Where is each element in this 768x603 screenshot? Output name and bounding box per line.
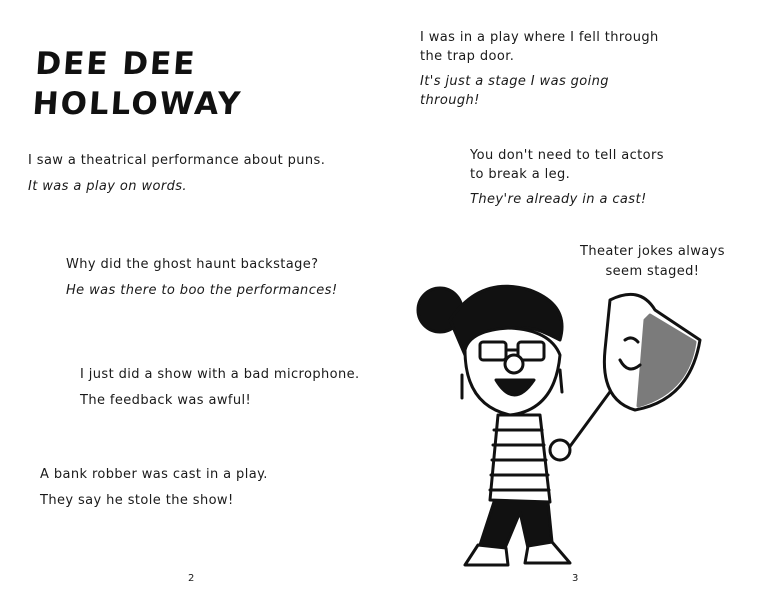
speech-text <box>580 242 725 282</box>
title-line-2: HOLLOWAY <box>31 86 244 122</box>
joke-microphone <box>80 362 360 414</box>
page-number-left: 2 <box>188 573 195 584</box>
pants <box>480 502 552 548</box>
joke-puns <box>28 148 325 200</box>
title-line-1: DEE DEE <box>34 46 198 82</box>
joke-question-line2: the trap door. <box>420 49 515 64</box>
nose <box>505 355 523 373</box>
joke-question: A bank robber was cast in a play. <box>40 467 268 482</box>
joke-question: Why did the ghost haunt backstage? <box>66 257 319 272</box>
joke-bank-robber <box>40 462 268 514</box>
hand <box>550 440 570 460</box>
joke-answer: They're already in a cast! <box>470 192 647 207</box>
joke-answer: It was a play on words. <box>28 179 187 194</box>
page-number-right: 3 <box>572 573 579 584</box>
joke-question-line1: I was in a play where I fell through <box>420 30 659 45</box>
earring-right <box>560 370 562 392</box>
speech-line-2: seem staged! <box>605 264 700 279</box>
joke-question: I saw a theatrical performance about puns. <box>28 153 326 168</box>
joke-question: I just did a show with a bad microphone. <box>80 367 360 382</box>
joke-trap-door <box>420 28 659 110</box>
joke-answer: He was there to boo the performances! <box>66 283 338 298</box>
joke-question-line1: You don't need to tell actors <box>470 148 664 163</box>
joke-break-a-leg <box>470 146 664 209</box>
page-title <box>31 44 246 124</box>
joke-ghost <box>66 252 337 304</box>
joke-answer: The feedback was awful! <box>80 393 252 408</box>
joke-answer-line1: It's just a stage I was going <box>420 74 609 89</box>
shoe-left <box>465 545 508 565</box>
dee-dee-illustration <box>410 280 710 580</box>
joke-answer-line2: through! <box>420 93 480 108</box>
joke-question-line2: to break a leg. <box>470 167 571 182</box>
shoe-right <box>525 542 570 563</box>
speech-line-1: Theater jokes always <box>580 244 725 259</box>
joke-answer: They say he stole the show! <box>40 493 234 508</box>
glasses-left <box>480 342 506 360</box>
